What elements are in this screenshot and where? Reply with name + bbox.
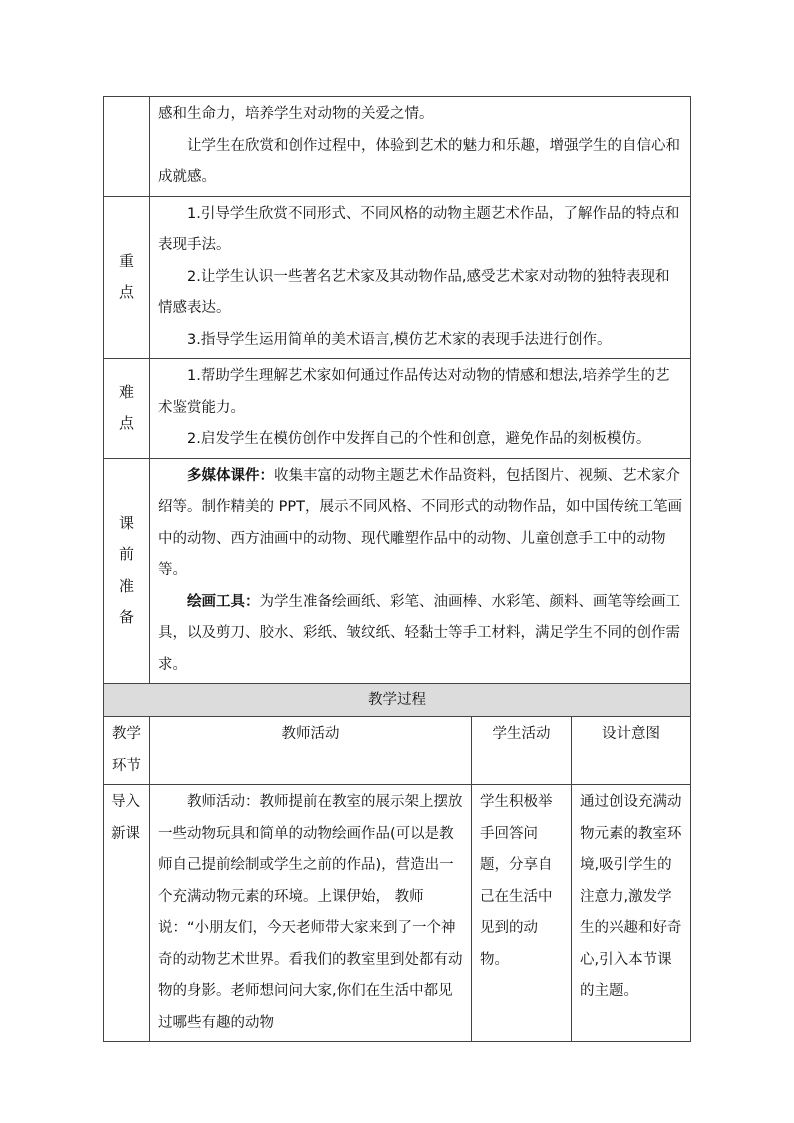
difficulty-item: 1.帮助学生理解艺术家如何通过作品传达对动物的情感和想法,培养学生的艺术鉴赏能力。	[158, 368, 670, 416]
prep-label-char: 前	[118, 545, 134, 564]
header-student: 学生活动	[472, 717, 572, 785]
goals-content	[150, 97, 691, 197]
teacher-activity-text: 教师活动：教师提前在教室的展示架上摆放一些动物玩具和简单的动物绘画作品(可以是教师自己提前绘制或学生之前的作品)，营造出一个充满动物元素的环境。上课伊始， 教师说：“小朋友们，今天老师带大家来到了一个神奇的动物艺术世界。看我们的教室里到处都有动物的身影。老师想问问大家,你们在生活中都见过哪些有趣的动物	[158, 794, 463, 1031]
goals-row	[104, 97, 691, 197]
prep-tools	[158, 587, 682, 682]
prep-content	[150, 458, 691, 684]
process-title: 教学过程	[104, 684, 691, 717]
focus-row	[104, 196, 691, 359]
process-title-row	[104, 684, 691, 717]
focus-label-char: 点	[118, 283, 134, 302]
header-teacher: 教师活动	[150, 717, 472, 785]
prep-row	[104, 458, 691, 684]
difficulty-content	[150, 359, 691, 459]
stage-cell: 导入新课	[104, 785, 150, 1042]
prep-label-char: 备	[118, 608, 134, 627]
focus-item: 2.让学生认识一些著名艺术家及其动物作品,感受艺术家对动物的独特表现和情感表达。	[158, 268, 670, 316]
prep-multimedia-text: 收集丰富的动物主题艺术作品资料，包括图片、视频、艺术家介绍等。制作精美的 PPT，展示不同风格、不同形式的动物作品，如中国传统工笔画中的动物、西方油画中的动物、现代雕塑作品中的动物、儿童创意手工中的动物等。	[158, 467, 682, 578]
difficulty-item: 2.启发学生在模仿创作中发挥自己的个性和创意，避免作品的刻板模仿。	[187, 431, 651, 447]
difficulty-label-char: 难	[118, 382, 134, 401]
focus-label-char: 重	[118, 251, 134, 270]
goals-label-cell	[104, 97, 150, 197]
prep-multimedia-title: 多媒体课件：	[187, 467, 274, 484]
difficulty-label-char: 点	[118, 414, 134, 433]
prep-label-char: 准	[118, 576, 134, 595]
design-intent-cell: 通过创设充满动物元素的教室环境,吸引学生的注意力,激发学生的兴趣和好奇心,引入本节课的主题。	[572, 785, 691, 1042]
focus-content	[150, 196, 691, 359]
focus-label	[104, 196, 150, 359]
goals-line-1: 感和生命力，培养学生对动物的关爱之情。	[158, 106, 434, 122]
header-intent: 设计意图	[572, 717, 691, 785]
process-header-row	[104, 717, 691, 785]
focus-item: 1.引导学生欣赏不同形式、不同风格的动物主题艺术作品，了解作品的特点和表现手法。	[158, 205, 680, 253]
prep-multimedia	[158, 461, 682, 587]
difficulty-label	[104, 359, 150, 459]
prep-label-char: 课	[118, 513, 134, 532]
prep-label	[104, 458, 150, 684]
process-row	[104, 785, 691, 1042]
goals-paragraph-2: 让学生在欣赏和创作过程中，体验到艺术的魅力和乐趣，增强学生的自信心和成就感。	[158, 137, 680, 185]
prep-tools-title: 绘画工具：	[187, 593, 260, 610]
student-activity-cell: 学生积极举手回答问题，分享自己在生活中见到的动物。	[472, 785, 572, 1042]
prep-tools-text: 为学生准备绘画纸、彩笔、油画棒、水彩笔、颜料、画笔等绘画工具，以及剪刀、胶水、彩纸、皱纹纸、轻黏士等手工材料，满足学生不同的创作需求。	[158, 593, 680, 673]
focus-item: 3.指导学生运用简单的美术语言,模仿艺术家的表现手法进行创作。	[187, 331, 612, 348]
difficulty-row	[104, 359, 691, 459]
teacher-activity-cell	[150, 785, 472, 1042]
lesson-plan-table	[103, 96, 691, 1042]
header-stage: 教学环节	[104, 717, 150, 785]
